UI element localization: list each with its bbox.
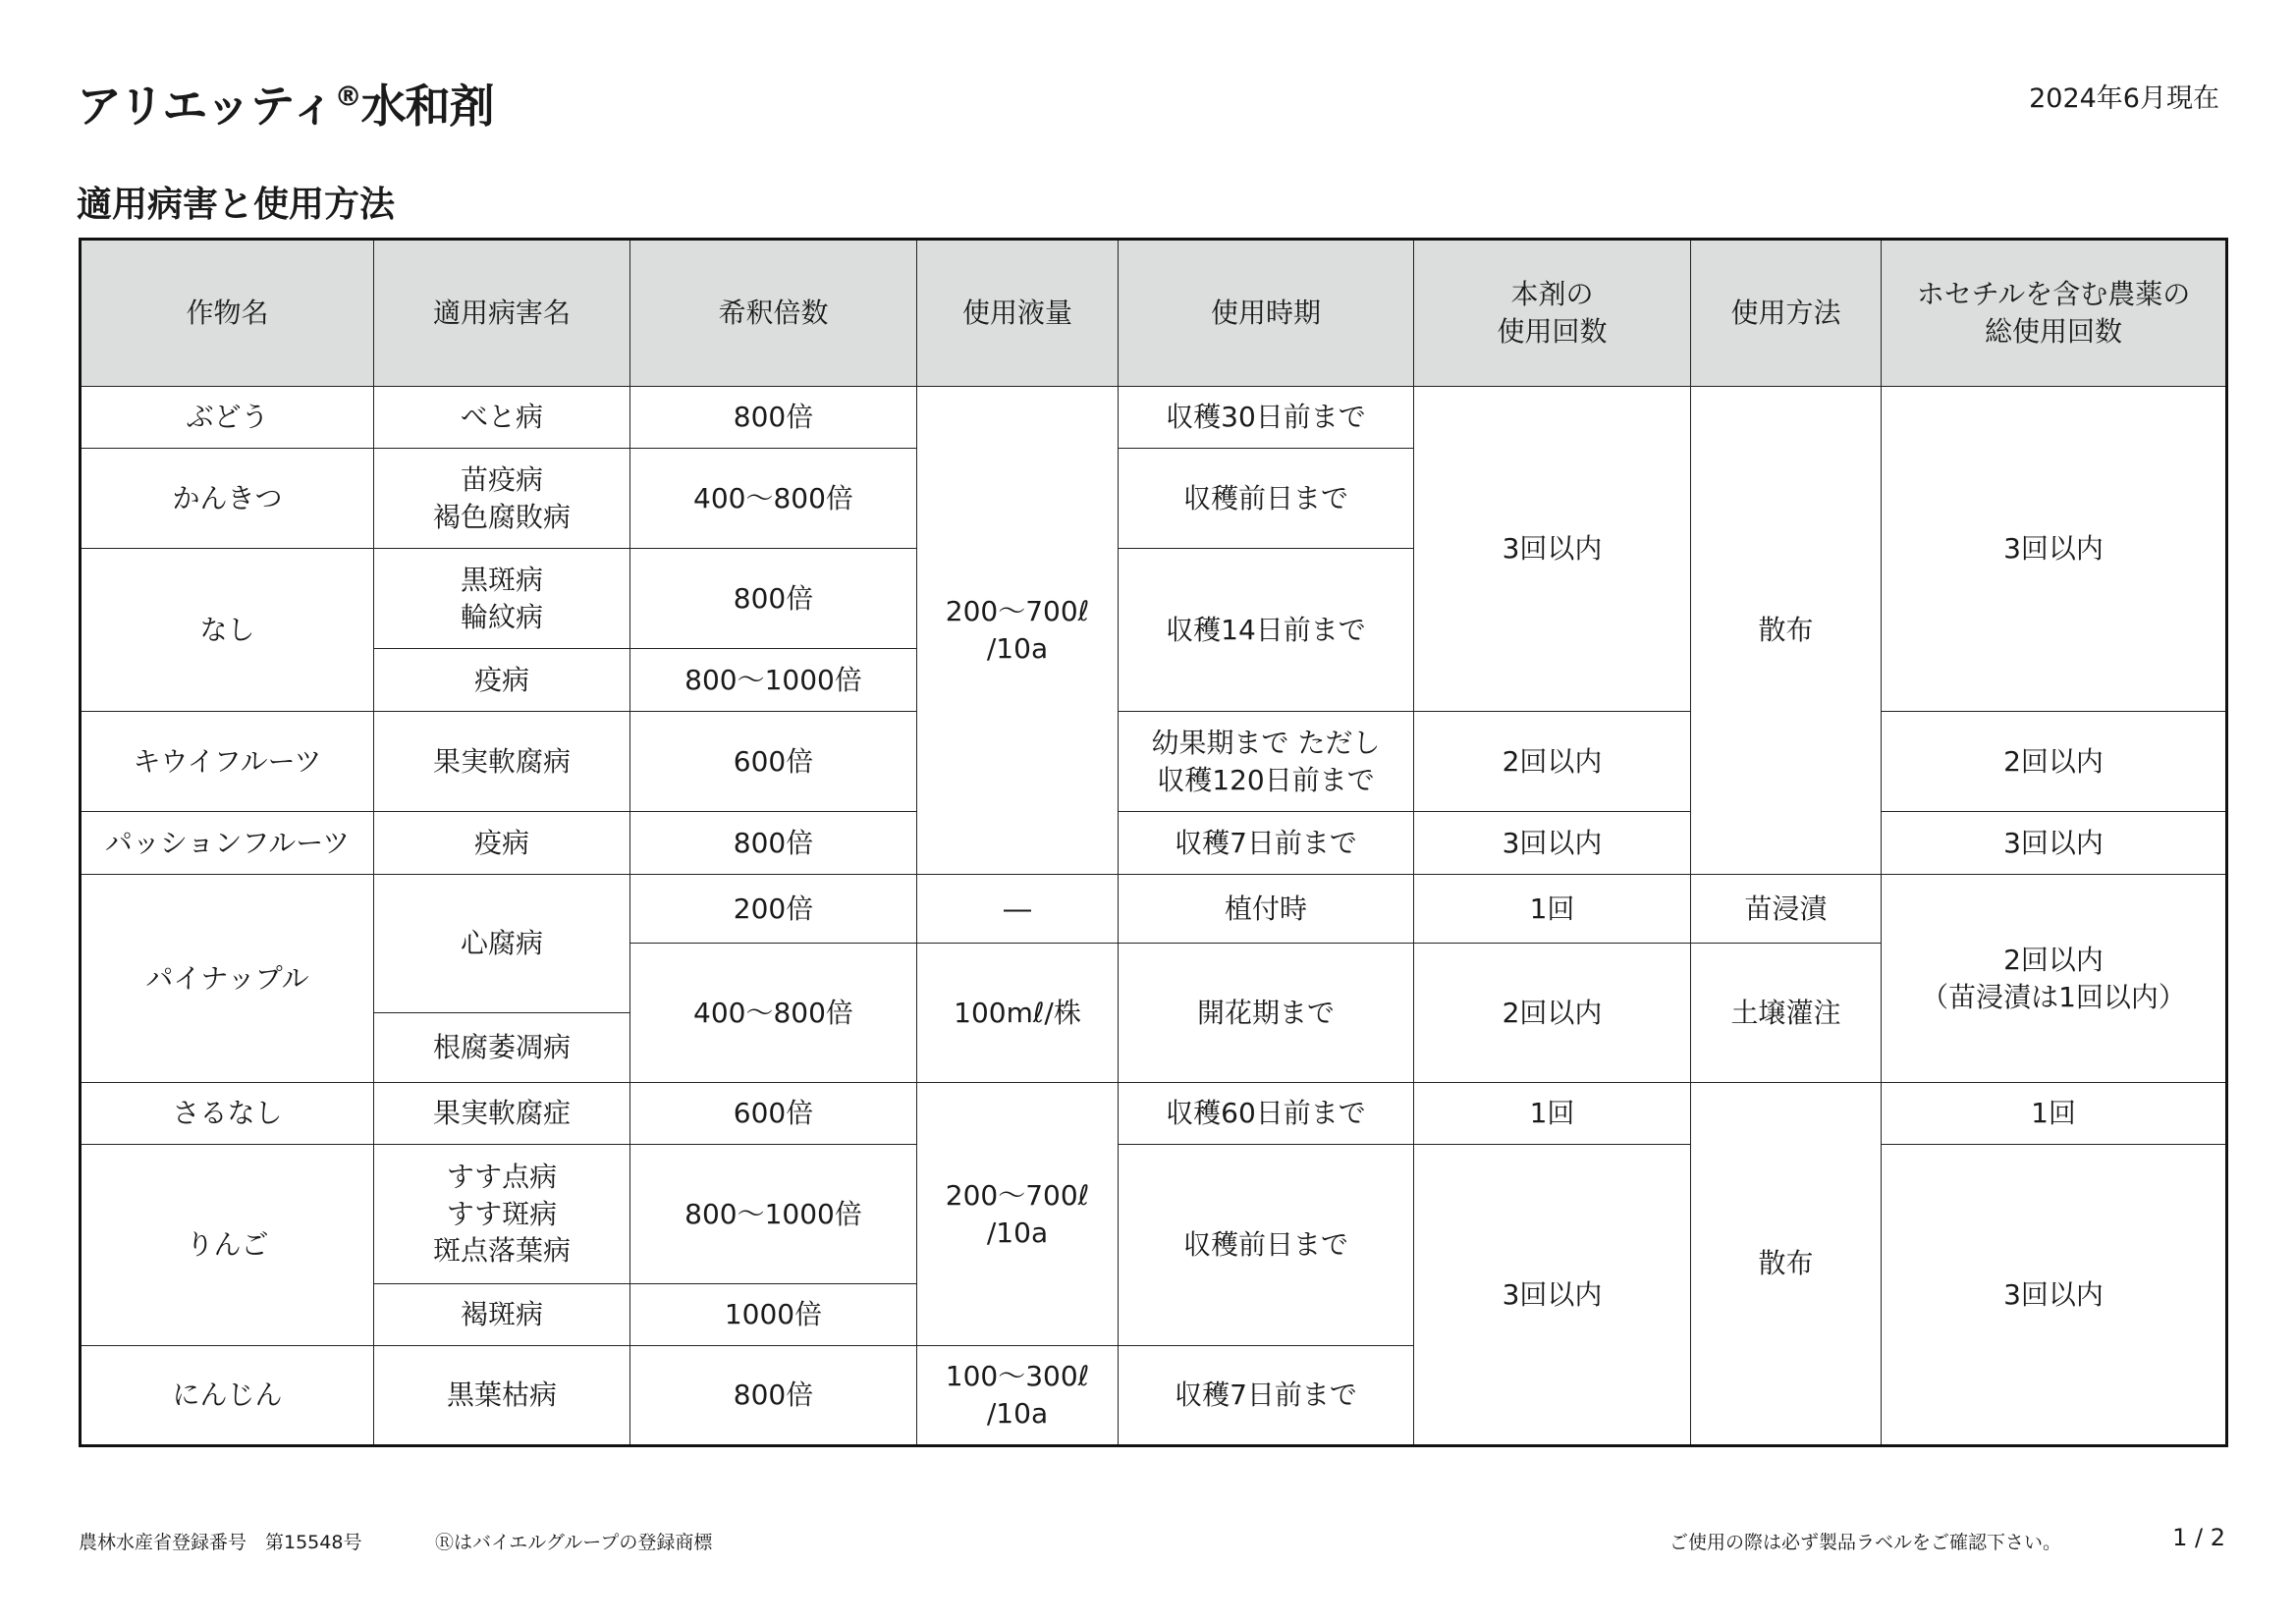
- usage-table: [79, 238, 2228, 1447]
- col-header-count: 本剤の 使用回数: [1414, 240, 1691, 387]
- timing-cell: 植付時: [1119, 875, 1414, 944]
- total-count-cell: 3回以内: [1882, 812, 2227, 875]
- dilution-cell: 800～1000倍: [630, 649, 917, 712]
- method-cell: 散布: [1691, 1083, 1882, 1446]
- timing-cell: 収穫30日前まで: [1119, 387, 1414, 449]
- dilution-cell: 600倍: [630, 1083, 917, 1145]
- total-count-cell: 2回以内: [1882, 712, 2227, 812]
- count-cell: 2回以内: [1414, 944, 1691, 1083]
- count-cell: 3回以内: [1414, 812, 1691, 875]
- timing-cell: 収穫14日前まで: [1119, 549, 1414, 712]
- col-header-volume: 使用液量: [917, 240, 1119, 387]
- disease-cell: 黒葉枯病: [374, 1346, 630, 1446]
- label-check-note: ご使用の際は必ず製品ラベルをご確認下さい。: [1669, 1532, 2062, 1553]
- timing-cell: 収穫7日前まで: [1119, 812, 1414, 875]
- disease-cell: 苗疫病 褐色腐敗病: [374, 449, 630, 549]
- table-row: [81, 712, 2227, 812]
- count-cell: 1回: [1414, 875, 1691, 944]
- trademark-note: Ⓡはバイエルグループの登録商標: [435, 1532, 713, 1553]
- count-cell: 2回以内: [1414, 712, 1691, 812]
- count-cell: 1回: [1414, 1083, 1691, 1145]
- col-header-total: ホセチルを含む農薬の 総使用回数: [1882, 240, 2227, 387]
- dilution-cell: 400～800倍: [630, 449, 917, 549]
- disease-cell: 心腐病: [374, 875, 630, 1013]
- registered-mark: ®: [334, 80, 361, 113]
- dilution-cell: 200倍: [630, 875, 917, 944]
- method-cell: 散布: [1691, 387, 1882, 875]
- total-count-cell: 3回以内: [1882, 1145, 2227, 1446]
- col-header-method: 使用方法: [1691, 240, 1882, 387]
- dilution-cell: 400～800倍: [630, 944, 917, 1083]
- table-row: [81, 387, 2227, 449]
- crop-cell: さるなし: [81, 1083, 374, 1145]
- crop-cell: りんご: [81, 1145, 374, 1346]
- disease-cell: 根腐萎凋病: [374, 1013, 630, 1083]
- table-row: [81, 812, 2227, 875]
- disease-cell: 果実軟腐症: [374, 1083, 630, 1145]
- crop-cell: パイナップル: [81, 875, 374, 1083]
- timing-cell: 収穫前日まで: [1119, 449, 1414, 549]
- product-title: [77, 71, 494, 135]
- section-title: 適用病害と使用方法: [77, 185, 396, 225]
- method-cell: 苗浸漬: [1691, 875, 1882, 944]
- page-number: 1 / 2: [2172, 1524, 2225, 1551]
- dilution-cell: 600倍: [630, 712, 917, 812]
- disease-cell: 疫病: [374, 649, 630, 712]
- volume-cell: 200～700ℓ /10a: [917, 387, 1119, 875]
- total-count-cell: 1回: [1882, 1083, 2227, 1145]
- total-count-cell: 3回以内: [1882, 387, 2227, 712]
- disease-cell: 疫病: [374, 812, 630, 875]
- volume-cell: ―: [917, 875, 1119, 944]
- method-cell: 土壌灌注: [1691, 944, 1882, 1083]
- dilution-cell: 800倍: [630, 812, 917, 875]
- table-row: [81, 875, 2227, 944]
- timing-cell: 収穫7日前まで: [1119, 1346, 1414, 1446]
- count-cell: 3回以内: [1414, 387, 1691, 712]
- crop-cell: キウイフルーツ: [81, 712, 374, 812]
- disease-cell: 黒斑病 輪紋病: [374, 549, 630, 649]
- col-header-crop: 作物名: [81, 240, 374, 387]
- as-of-date: 2024年6月現在: [2029, 83, 2219, 114]
- volume-cell: 100～300ℓ /10a: [917, 1346, 1119, 1446]
- disease-cell: 果実軟腐病: [374, 712, 630, 812]
- product-name: アリエッティ: [77, 80, 335, 133]
- count-cell: 3回以内: [1414, 1145, 1691, 1446]
- crop-cell: なし: [81, 549, 374, 712]
- timing-cell: 開花期まで: [1119, 944, 1414, 1083]
- disease-cell: 褐斑病: [374, 1284, 630, 1346]
- timing-cell: 収穫前日まで: [1119, 1145, 1414, 1346]
- table-row: [81, 1083, 2227, 1145]
- total-count-cell: 2回以内 （苗浸漬は1回以内）: [1882, 875, 2227, 1083]
- timing-cell: 収穫60日前まで: [1119, 1083, 1414, 1145]
- col-header-disease: 適用病害名: [374, 240, 630, 387]
- dilution-cell: 800倍: [630, 387, 917, 449]
- header-row: [81, 240, 2227, 387]
- volume-cell: 200～700ℓ /10a: [917, 1083, 1119, 1346]
- dilution-cell: 800倍: [630, 1346, 917, 1446]
- crop-cell: かんきつ: [81, 449, 374, 549]
- table-row: [81, 1145, 2227, 1284]
- col-header-dilution: 希釈倍数: [630, 240, 917, 387]
- crop-cell: ぶどう: [81, 387, 374, 449]
- col-header-timing: 使用時期: [1119, 240, 1414, 387]
- disease-cell: べと病: [374, 387, 630, 449]
- timing-cell: 幼果期まで ただし 収穫120日前まで: [1119, 712, 1414, 812]
- disease-cell: すす点病 すす斑病 斑点落葉病: [374, 1145, 630, 1284]
- registration-number: 農林水産省登録番号 第15548号: [79, 1532, 362, 1553]
- dilution-cell: 800～1000倍: [630, 1145, 917, 1284]
- volume-cell: 100mℓ/株: [917, 944, 1119, 1083]
- crop-cell: にんじん: [81, 1346, 374, 1446]
- crop-cell: パッションフルーツ: [81, 812, 374, 875]
- product-suffix: 水和剤: [360, 80, 494, 133]
- dilution-cell: 800倍: [630, 549, 917, 649]
- dilution-cell: 1000倍: [630, 1284, 917, 1346]
